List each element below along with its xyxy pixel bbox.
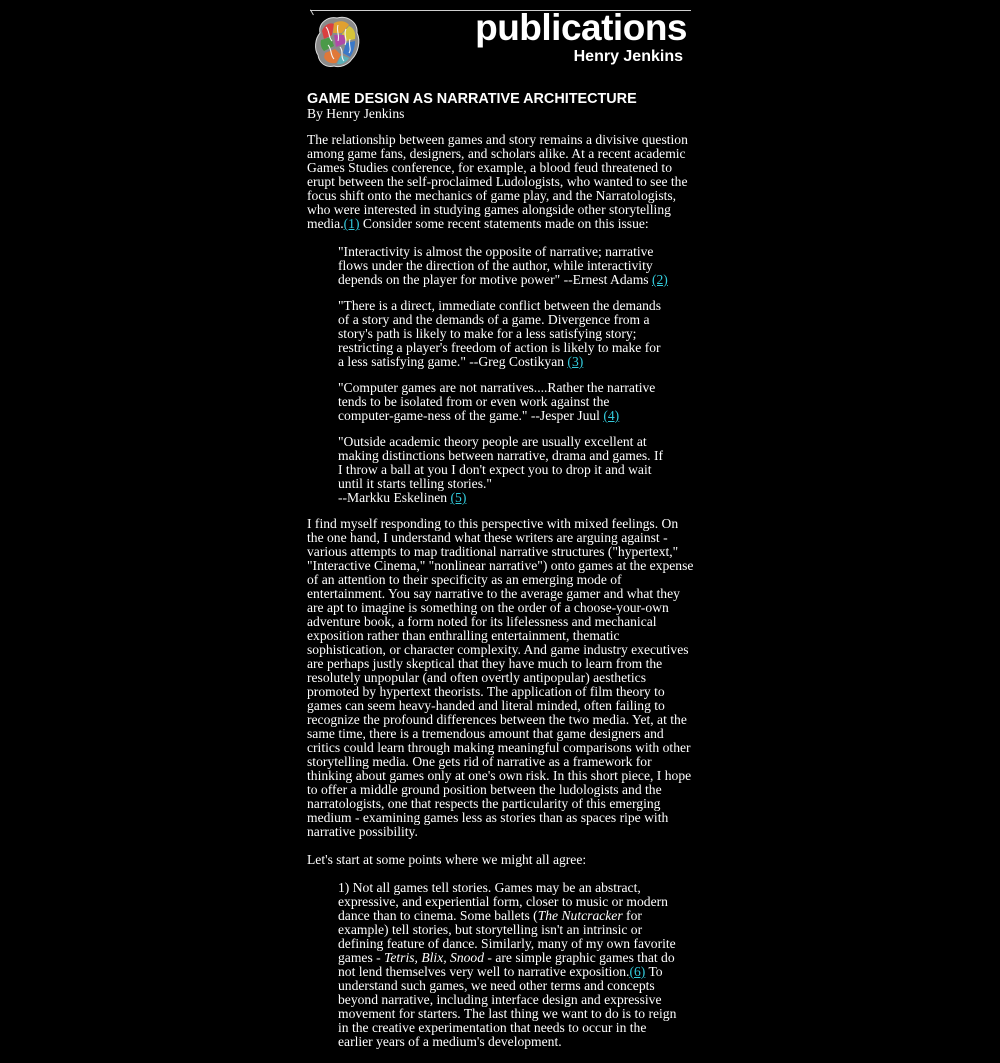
footnote-link-6[interactable]: (6)	[629, 964, 646, 979]
quote-attribution: --Markku Eskelinen	[338, 490, 451, 505]
list-text: for example) tell stories, but storytelling isn't an intrinsic or defining feature of dance. Similarly, many of my own favorite games -	[338, 908, 676, 965]
footnote-link-2[interactable]: (2)	[651, 272, 668, 287]
quote-text: "Outside academic theory people are usually excellent at making distinctions between narrative, drama and games. If I throw a ball at you I don't expect you to drop it and wait until it starts telling stories."	[338, 434, 664, 491]
quote-text: "There is a direct, immediate conflict between the demands of a story and the demands of a game. Divergence from a story's path is likely to make for a less satisfying story; restricting a player's freedom of action is likely to make for a less satisfying game." --Greg Costikyan	[338, 298, 661, 369]
article-title: GAME DESIGN AS NARRATIVE ARCHITECTURE	[307, 91, 637, 107]
list-text: - are simple graphic games that do not lend themselves very well to narrative exposition.	[338, 950, 675, 979]
footnote-link-3[interactable]: (3)	[567, 354, 584, 369]
footnote-link-4[interactable]: (4)	[603, 408, 620, 423]
paragraph-agreement-intro: Let's start at some points where we might all agree:	[307, 852, 587, 867]
quote-signature	[338, 491, 668, 505]
paragraph-intro	[307, 133, 695, 231]
publications-title: publications	[475, 7, 687, 48]
paragraph-text: Consider some recent statements made on this issue:	[359, 216, 649, 231]
title-games: Tetris, Blix, Snood	[384, 950, 485, 965]
paragraph-text: The relationship between games and story remains a divisive question among game fans, designers, and scholars alike. At a recent academic Games Studies conference, for example, a blood feud threatened to erupt between the self-proclaimed Ludologists, who wanted to see the focus shift onto the mechanics of game play, and the Narratologists, who were interested in studying games alongside other storytelling media.	[307, 132, 688, 231]
quote-text: "Interactivity is almost the opposite of narrative; narrative flows under the direction of the author, while interactivity depends on the player for motive power" --Ernest Adams	[338, 244, 654, 287]
page-column	[307, 0, 695, 1063]
quote-text: "Computer games are not narratives....Rather the narrative tends to be isolated from or even work against the computer-game-ness of the game." --Jesper Juul	[338, 380, 656, 423]
quote-eskelinen	[338, 435, 668, 505]
list-item-1	[338, 881, 684, 1049]
quote-costikyan	[338, 299, 668, 369]
footnote-link-1[interactable]: (1)	[343, 216, 360, 231]
list-text: To understand such games, we need other terms and concepts beyond narrative, including interface design and expressive movement for starters. The last thing we want to do is to reign in the creative experimentation that needs to occur in the earlier years of a medium's development.	[338, 964, 677, 1049]
brain-icon	[312, 13, 362, 71]
article-byline: By Henry Jenkins	[307, 106, 405, 121]
title-nutcracker: The Nutcracker	[537, 908, 623, 923]
paragraph-response: I find myself responding to this perspective with mixed feelings. On the one hand, I understand what these writers are arguing against - various attempts to map traditional narrative structures ("hypertext," "Interactive Cinema," "nonlinear narrative") onto games at the expense of an attention to their specificity as an emerging mode of entertainment. You say narrative to the average gamer and what they are apt to imagine is something on the order of a choose-your-own adventure book, a form noted for its lifelessness and mechanical exposition rather than enthralling entertainment, thematic sophistication, or character complexity. And game industry executives are perhaps justly skeptical that they have much to learn from the resolutely unpopular (and often overtly antipopular) aesthetics promoted by hypertext theorists. The application of film theory to games can seem heavy-handed and literal minded, often failing to recognize the profound differences between the two media. Yet, at the same time, there is a tremendous amount that game designers and critics could learn through making meaningful comparisons with other storytelling media. One gets rid of narrative as a framework for thinking about games only at one's own risk. In this short piece, I hope to offer a middle ground position between the ludologists and the narratologists, one that respects the particularity of this emerging medium - examining games less as stories than as spaces ripe with narrative possibility.	[307, 516, 694, 839]
header	[307, 0, 695, 86]
quote-juul	[338, 381, 668, 423]
list-text: 1) Not all games tell stories. Games may be an abstract, expressive, and experiential form, closer to music or modern dance than to cinema. Some ballets (	[338, 880, 668, 923]
header-author: Henry Jenkins	[573, 48, 683, 65]
quote-adams	[338, 245, 668, 287]
footnote-link-5[interactable]: (5)	[450, 490, 467, 505]
